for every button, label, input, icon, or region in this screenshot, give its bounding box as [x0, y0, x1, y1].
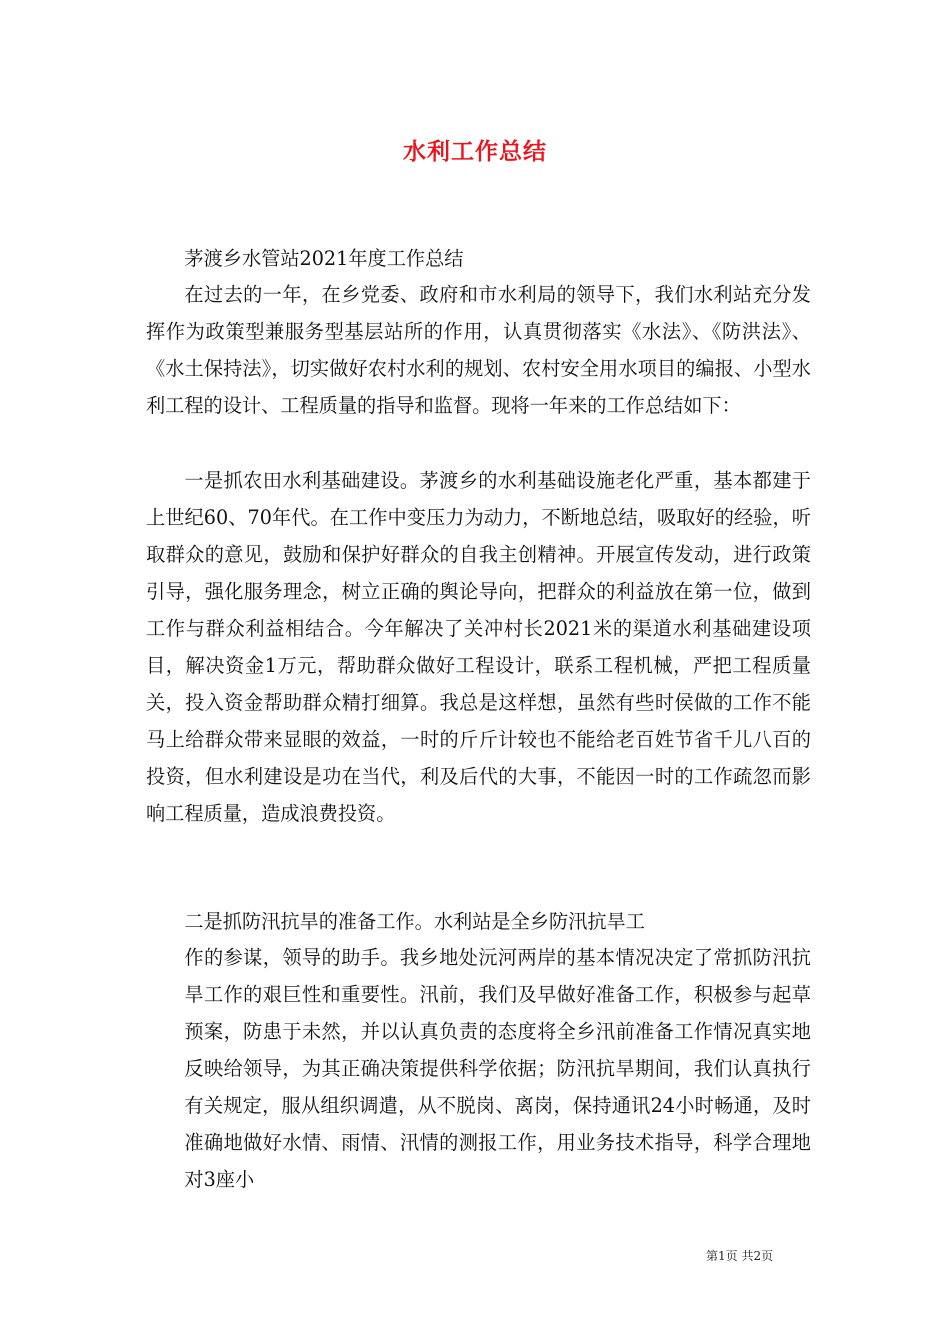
paragraph-section-two-heading: 二是抓防汛抗旱的准备工作。水利站是全乡防汛抗旱工	[184, 910, 645, 933]
document-title: 水利工作总结	[403, 139, 547, 165]
paragraph-intro: 在过去的一年，在乡党委、政府和市水利局的领导下，我们水利站充分发挥作为政策型兼服务型基层站所的作用，认真贯彻落实《水法》、《防洪法》、《水土保持法》，切实做好农村水利的规划、农村安全用水项目的编报、小型水利工程的设计、工程质量的指导和监督。现将一年来的工作总结如下：	[146, 283, 811, 417]
page-indicator: 第1页 共2页	[706, 1249, 774, 1263]
paragraph-section-two-body: 作的参谋，领导的助手。我乡地处沅河两岸的基本情况决定了常抓防汛抗旱工作的艰巨性和重要性。汛前，我们及早做好准备工作，积极参与起草预案，防患于未然，并以认真负责的态度将全乡汛前准备工作情况真实地反映给领导，为其正确决策提供科学依据；防汛抗旱期间，我们认真执行有关规定，服从组织调遣，从不脱岗、离岗，保持通讯24小时畅通，及时准确地做好水情、雨情、汛情的测报工作，用业务技术指导，科学合理地对3座小	[184, 946, 811, 1191]
document-subtitle: 茅渡乡水管站2021年度工作总结	[184, 247, 464, 270]
paragraph-section-one: 一是抓农田水利基础建设。茅渡乡的水利基础设施老化严重，基本都建于上世纪60、70年代。在工作中变压力为动力，不断地总结，吸取好的经验，听取群众的意见，鼓励和保护好群众的自我主创精神。开展宣传发动，进行政策引导，强化服务理念，树立正确的舆论导向，把群众的利益放在第一位，做到工作与群众利益相结合。今年解决了关冲村长2021米的渠道水利基础建设项目，解决资金1万元，帮助群众做好工程设计，联系工程机械，严把工程质量关，投入资金帮助群众精打细算。我总是这样想，虽然有些时侯做的工作不能马上给群众带来显眼的效益，一时的斤斤计较也不能给老百姓节省千儿八百的投资，但水利建设是功在当代，利及后代的大事，不能因一时的工作疏忽而影响工程质量，造成浪费投资。	[146, 469, 811, 825]
